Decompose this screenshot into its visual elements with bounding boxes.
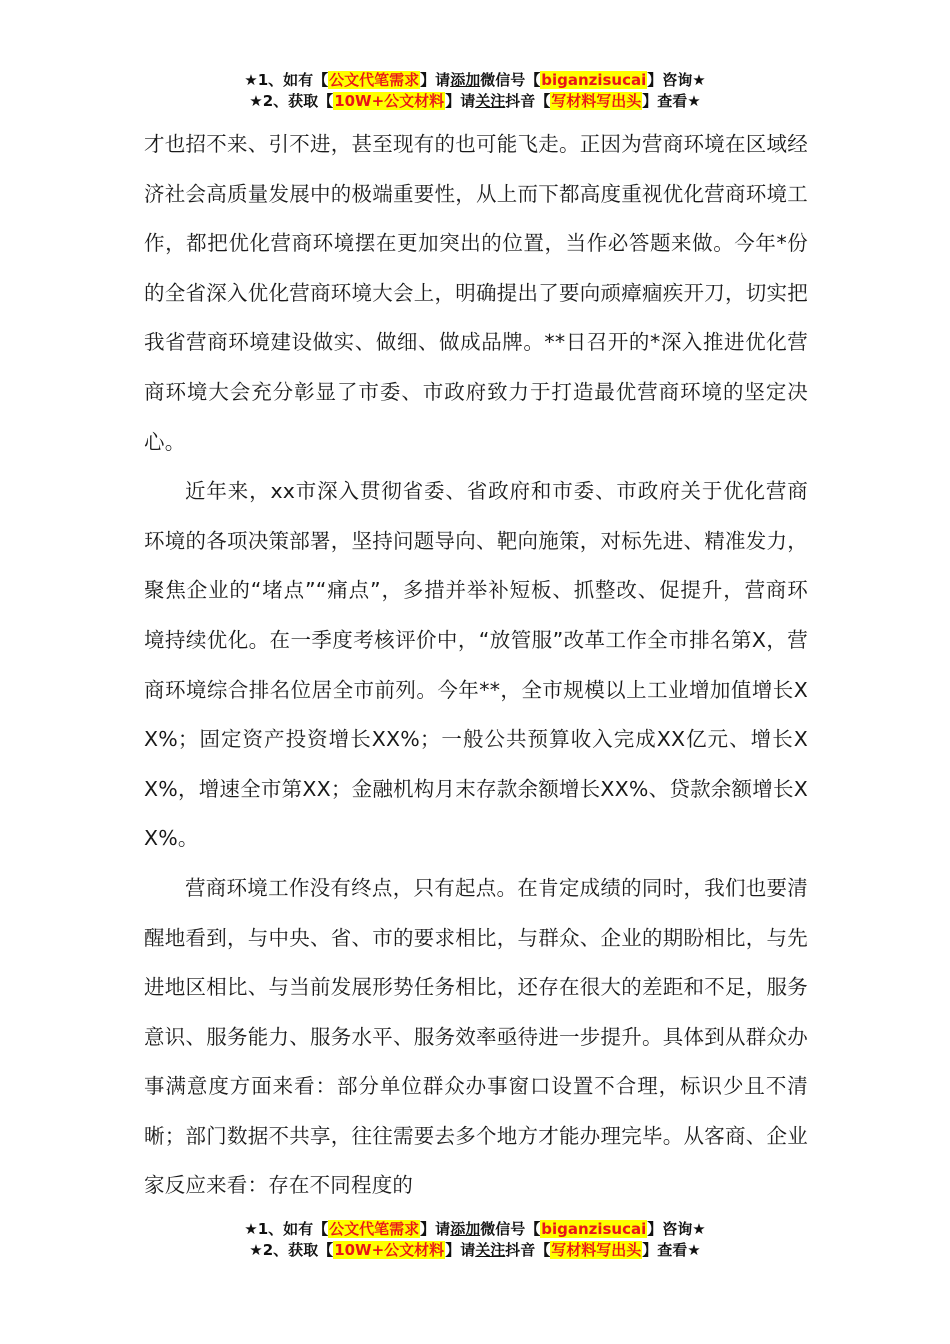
highlight-writing-service: 公文代笔需求 [329, 1220, 420, 1238]
paragraph: 近年来，xx市深入贯彻省委、省政府和市委、市政府关于优化营商环境的各项决策部署，坚持问题导向、靶向施策，对标先进、精准发力，聚焦企业的“堵点”“痛点”，多措并举补短板、抓整改、促提升，营商环境持续优化。在一季度考核评价中，“放管服”改革工作全市排名第X，营商环境综合排名位居全市前列。今年**，全市规模以上工业增加值增长XX%；固定资产投资增长XX%；一般公共预算收入完成XX亿元、增长XX%，增速全市第XX；金融机构月末存款余额增长XX%、贷款余额增长XX%。 [144, 479, 808, 851]
highlight-writing-service: 公文代笔需求 [329, 71, 420, 89]
document-body [144, 120, 808, 1211]
highlight-douyin-account: 写材料写出头 [551, 1241, 642, 1259]
header-banner [0, 70, 950, 112]
highlight-douyin-account: 写材料写出头 [551, 92, 642, 110]
highlight-materials: 10W+公文材料 [334, 92, 445, 110]
highlight-wechat-id: biganzisucai [541, 1220, 647, 1238]
paragraph: 营商环境工作没有终点，只有起点。在肯定成绩的同时，我们也要清醒地看到，与中央、省、市的要求相比，与群众、企业的期盼相比，与先进地区相比、与当前发展形势任务相比，还存在很大的差距和不足，服务意识、服务能力、服务水平、服务效率亟待进一步提升。具体到从群众办事满意度方面来看：部分单位群众办事窗口设置不合理，标识少且不清晰；部门数据不共享，往往需要去多个地方才能办理完毕。从客商、企业家反应来看：存在不同程度的 [144, 875, 808, 1198]
banner-line-2: ★2、获取【10W+公文材料】请关注抖音【写材料写出头】查看★ [249, 1241, 701, 1259]
footer-banner [0, 1219, 950, 1261]
paragraph-continuation: 才也招不来、引不进，甚至现有的也可能飞走。正因为营商环境在区域经济社会高质量发展中的极端重要性，从上而下都高度重视优化营商环境工作，都把优化营商环境摆在更加突出的位置，当作必答题来做。今年*份的全省深入优化营商环境大会上，明确提出了要向顽瘴痼疾开刀，切实把我省营商环境建设做实、做细、做成品牌。**日召开的*深入推进优化营商环境大会充分彰显了市委、市政府致力于打造最优营商环境的坚定决心。 [144, 132, 808, 454]
banner-line-1: ★1、如有【公文代笔需求】请添加微信号【biganzisucai】咨询★ [244, 71, 706, 89]
banner-line-2: ★2、获取【10W+公文材料】请关注抖音【写材料写出头】查看★ [249, 92, 701, 110]
highlight-wechat-id: biganzisucai [541, 71, 647, 89]
banner-line-1: ★1、如有【公文代笔需求】请添加微信号【biganzisucai】咨询★ [244, 1220, 706, 1238]
highlight-materials: 10W+公文材料 [334, 1241, 445, 1259]
